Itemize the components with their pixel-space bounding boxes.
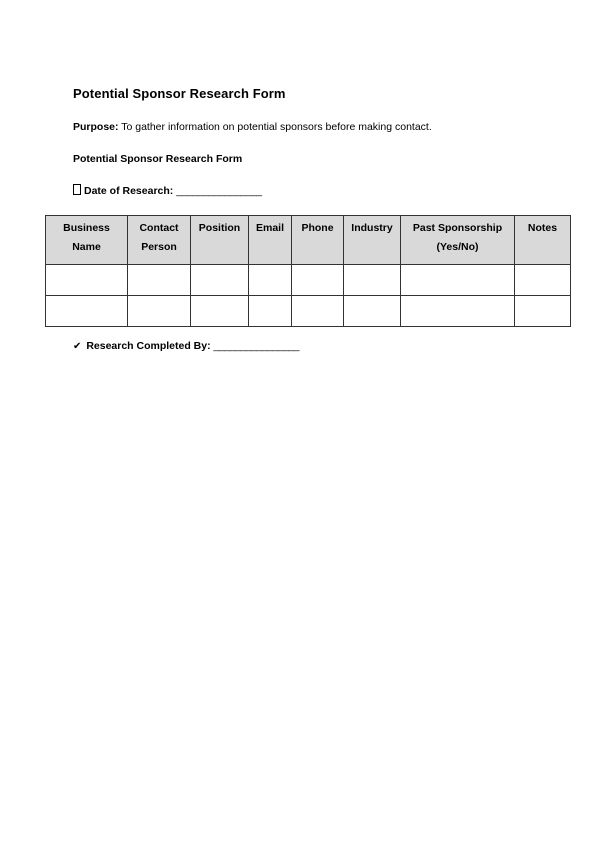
date-label: Date of Research:: [84, 185, 174, 197]
cell-contact-person[interactable]: [128, 265, 191, 296]
header-email: Email: [249, 216, 292, 265]
cell-email[interactable]: [249, 265, 292, 296]
document-title: Potential Sponsor Research Form: [73, 86, 286, 101]
date-blank-field[interactable]: ________________: [176, 185, 262, 197]
cell-business-name[interactable]: [46, 296, 128, 327]
cell-email[interactable]: [249, 296, 292, 327]
header-notes: Notes: [515, 216, 571, 265]
completed-label: Research Completed By:: [86, 340, 211, 352]
cell-notes[interactable]: [515, 265, 571, 296]
header-industry: Industry: [344, 216, 401, 265]
header-phone: Phone: [292, 216, 344, 265]
cell-phone[interactable]: [292, 265, 344, 296]
checkbox-icon: [73, 184, 81, 195]
table-header-row: [46, 216, 571, 265]
cell-industry[interactable]: [344, 296, 401, 327]
header-past-sponsorship: Past Sponsorship (Yes/No): [401, 216, 515, 265]
table-row: [46, 265, 571, 296]
purpose-label: Purpose:: [73, 121, 119, 133]
cell-past-sponsorship[interactable]: [401, 296, 515, 327]
cell-position[interactable]: [191, 265, 249, 296]
cell-contact-person[interactable]: [128, 296, 191, 327]
checkmark-icon: ✔: [73, 341, 82, 352]
cell-phone[interactable]: [292, 296, 344, 327]
cell-business-name[interactable]: [46, 265, 128, 296]
sponsor-research-table: [45, 215, 571, 327]
research-completed-line: [73, 340, 299, 352]
completed-by-blank-field[interactable]: ________________: [213, 340, 299, 352]
cell-industry[interactable]: [344, 265, 401, 296]
date-of-research-line: [73, 184, 262, 197]
purpose-statement: [73, 121, 432, 133]
header-contact-person: Contact Person: [128, 216, 191, 265]
cell-position[interactable]: [191, 296, 249, 327]
header-position: Position: [191, 216, 249, 265]
cell-past-sponsorship[interactable]: [401, 265, 515, 296]
cell-notes[interactable]: [515, 296, 571, 327]
header-business-name: Business Name: [46, 216, 128, 265]
purpose-text: To gather information on potential sponsors before making contact.: [118, 121, 432, 133]
table-row: [46, 296, 571, 327]
form-subtitle: Potential Sponsor Research Form: [73, 153, 243, 165]
